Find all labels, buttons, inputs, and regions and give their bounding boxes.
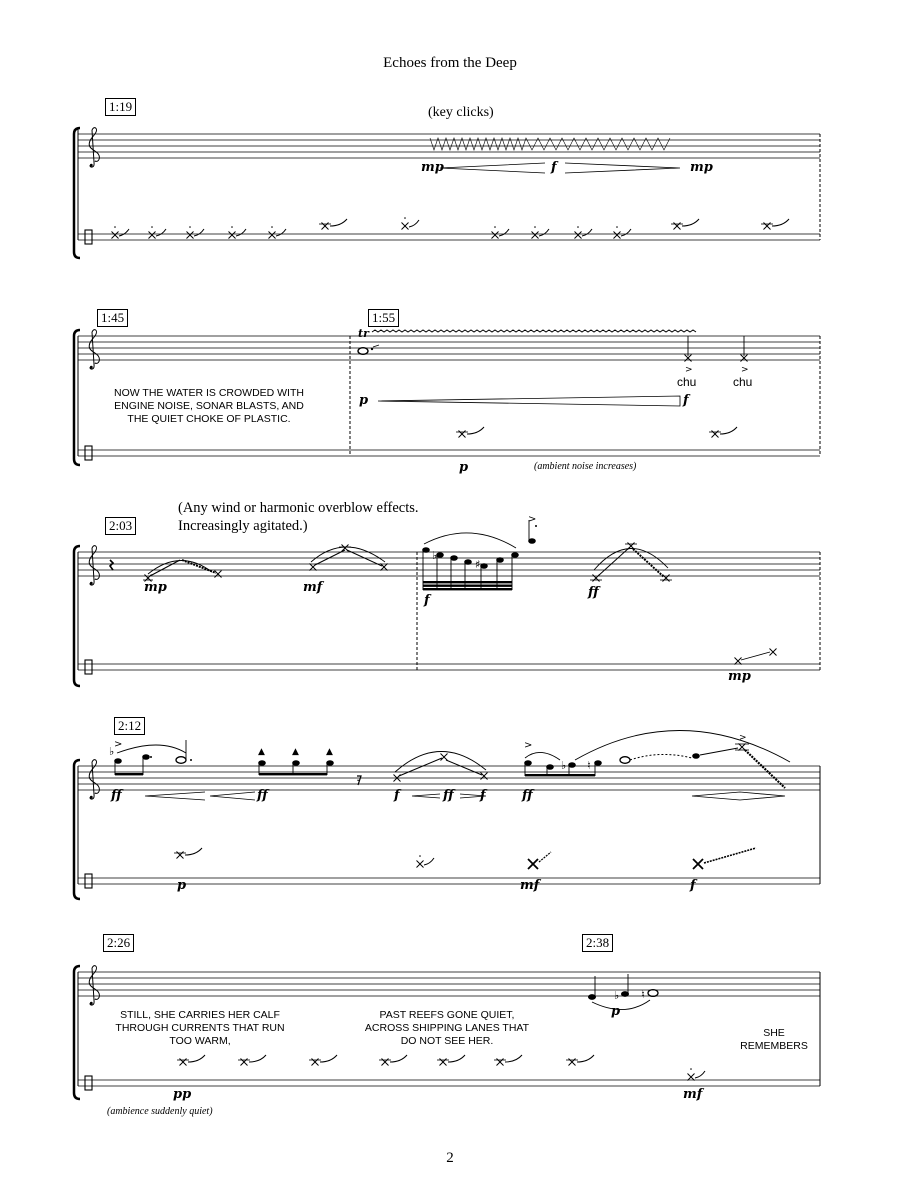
svg-text:♭: ♭	[614, 989, 620, 1002]
svg-text:>: >	[524, 740, 533, 751]
timestamp-2-12: 2:12	[114, 717, 145, 735]
svg-text:▲: ▲	[258, 747, 265, 757]
dynamic-ff: ff	[111, 788, 122, 803]
timestamp-1-19: 1:19	[105, 98, 136, 116]
svg-text:♭: ♭	[109, 745, 115, 758]
timestamp-1-55: 1:55	[368, 309, 399, 327]
performance-instruction: (Any wind or harmonic overblow effects. Increasingly agitated.)	[178, 500, 419, 534]
dynamic-p: p	[459, 460, 469, 475]
dynamic-mp: mp	[690, 160, 713, 175]
dynamic-f: f	[424, 593, 430, 608]
dynamic-p: p	[611, 1004, 621, 1019]
dynamic-f: f	[690, 878, 696, 893]
key-clicks-label: (key clicks)	[428, 105, 494, 120]
svg-text:♭: ♭	[432, 549, 438, 562]
dynamic-ff: ff	[588, 585, 599, 600]
svg-text:▲: ▲	[292, 747, 299, 757]
svg-text:>: >	[114, 739, 123, 750]
ambient-note: (ambience suddenly quiet)	[107, 1106, 213, 1117]
dynamic-mf: mf	[520, 878, 540, 893]
dynamic-f: f	[683, 393, 689, 408]
dynamic-mf: mf	[303, 580, 323, 595]
ambient-note: (ambient noise increases)	[534, 461, 637, 472]
dynamic-f: f	[480, 788, 486, 803]
narration-text: PAST REEFS GONE QUIET, ACROSS SHIPPING LANES THAT DO NOT SEE HER.	[364, 1009, 530, 1047]
dynamic-mf: mf	[683, 1087, 703, 1102]
timestamp-2-38: 2:38	[582, 934, 613, 952]
svg-text:𝄾: 𝄾	[357, 775, 361, 790]
svg-text:♯: ♯	[475, 558, 481, 571]
svg-text:♮: ♮	[587, 759, 591, 772]
system-4	[74, 730, 820, 899]
timestamp-2-26: 2:26	[103, 934, 134, 952]
narration-text: SHE REMEMBERS	[740, 1027, 808, 1052]
dynamic-ff: ff	[443, 788, 454, 803]
page-number: 2	[446, 1150, 454, 1166]
dynamic-mp: mp	[421, 160, 444, 175]
svg-text:>: >	[685, 365, 693, 375]
dynamic-mp: mp	[144, 580, 167, 595]
narration-text: NOW THE WATER IS CROWDED WITH ENGINE NOISE, SONAR BLASTS, AND THE QUIET CHOKE OF PLASTIC.	[114, 387, 304, 425]
narration-text: STILL, SHE CARRIES HER CALF THROUGH CURRENTS THAT RUN TOO WARM,	[115, 1009, 285, 1047]
dynamic-mp: mp	[728, 669, 751, 684]
dynamic-pp: pp	[173, 1087, 192, 1102]
dynamic-ff: ff	[522, 788, 533, 803]
dynamic-ff: ff	[257, 788, 268, 803]
timestamp-2-03: 2:03	[105, 517, 136, 535]
dynamic-p: p	[177, 878, 187, 893]
dynamic-f: f	[551, 160, 557, 175]
syllable-chu: chu	[677, 375, 697, 389]
svg-text:>: >	[528, 514, 537, 525]
svg-text:♮: ♮	[641, 988, 645, 1001]
trill-mark: tr	[358, 327, 369, 340]
dynamic-p: p	[359, 393, 369, 408]
page-title: Echoes from the Deep	[383, 55, 517, 71]
timestamp-1-45: 1:45	[97, 309, 128, 327]
syllable-chu: chu	[733, 375, 753, 389]
svg-text:▲: ▲	[326, 747, 333, 757]
svg-text:>: >	[741, 365, 749, 375]
system-1	[74, 128, 820, 258]
svg-text:>: >	[739, 733, 747, 743]
dynamic-f: f	[394, 788, 400, 803]
svg-text:♭: ♭	[561, 759, 567, 772]
system-3	[74, 514, 820, 686]
